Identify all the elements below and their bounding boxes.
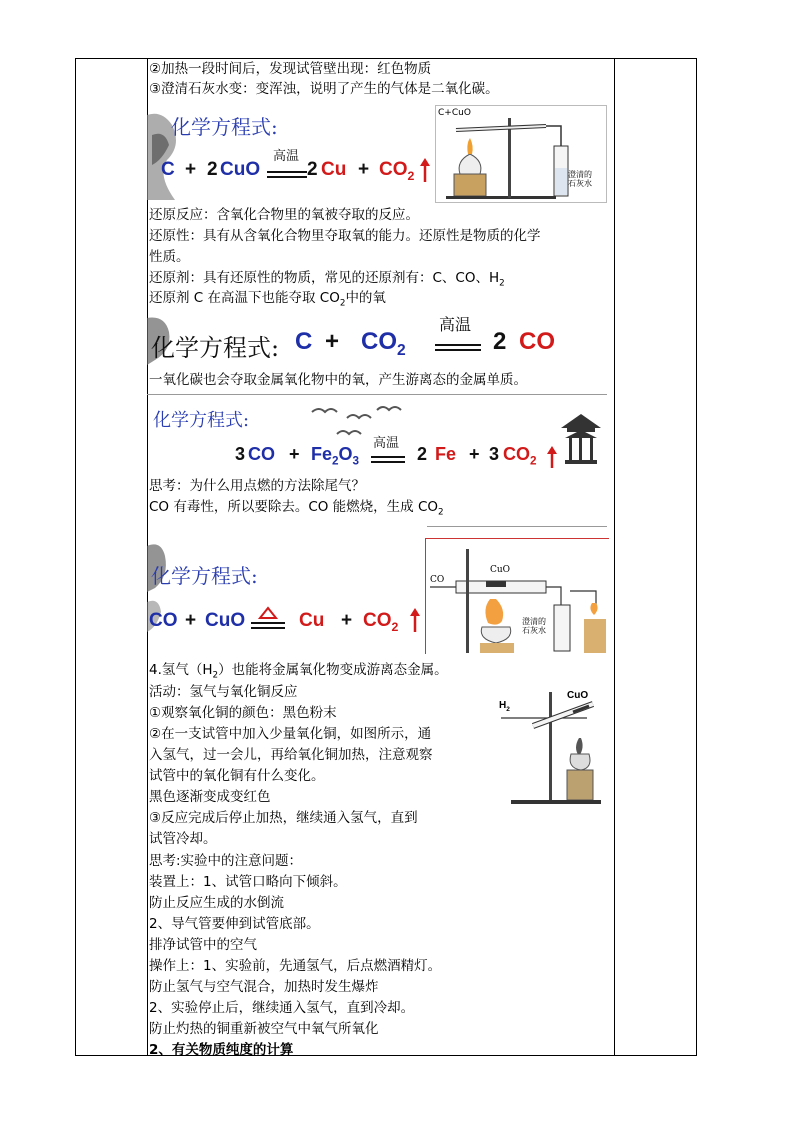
pavilion-icon [559,412,603,468]
equation-panel-4 [147,532,611,654]
text-line: 4.氢气$(H_2)$也能将金属氧化物变成游离态金属。 [149,662,448,681]
text-line: 黑色逐渐变成变红色 [149,789,271,805]
equation-panel-2 [147,310,611,368]
reaction-condition: 高温 [273,149,300,164]
equation-panel-1 [147,105,611,203]
section-heading: 2、有关物质纯度的计算 [149,1042,294,1058]
text-line: 还原反应：含氧化合物里的氧被夺取的反应。 [149,207,419,223]
formula-co2: $CO_2$ [379,159,415,183]
formula-co2: $CO_2$ [361,328,406,359]
gas-up-arrow-icon [419,158,431,182]
equals-sign [371,456,405,463]
text-line: 2、实验停止后，继续通入氢气，直到冷却。 [149,1000,415,1016]
divider [427,526,607,527]
text-line: 思考:实验中的注意问题： [149,853,303,869]
formula-co: CO [248,444,275,464]
gas-up-arrow-icon [547,446,557,468]
text-line: 还原剂：具有还原性的物质，常见的还原剂有：C、CO、$H_2$ [149,270,505,289]
text-line: 排净试管中的空气 [149,937,257,953]
text-line: 还原性：具有从含氧化合物里夺取氧的能力。还原性是物质的化学 [149,228,541,244]
equation-title: 化学方程式: [151,334,280,362]
text-line: 还原剂 C 在高温下也能夺取 $CO_2$中的氧 [149,290,386,309]
figure-label: C+CuO [438,108,471,118]
coefficient: 2 [417,444,428,464]
plus-sign: + [325,328,340,355]
birds-icon [307,398,427,448]
text-line: 思考：为什么用点燃的方法除尾气？ [149,478,365,494]
gas-up-arrow-icon [409,608,421,632]
reaction-condition: 高温 [373,436,400,451]
text-line: 防止氢气与空气混合，加热时发生爆炸 [149,979,379,995]
figure-label: $H_2$ [499,700,510,713]
formula-co: CO [149,610,178,631]
coefficient: 3 [235,444,246,464]
formula-co: CO [519,328,555,355]
text-line: 试管中的氧化铜有什么变化。 [149,768,325,784]
coefficient: 3 [489,444,500,464]
formula-cu: Cu [299,610,325,631]
text-line: 活动：氢气与氧化铜反应 [149,684,298,700]
text-line: ③澄清石灰水变：变浑浊，说明了产生的气体是二氧化碳。 [149,81,499,97]
plus-sign: + [289,444,300,464]
text-line: ②加热一段时间后，发现试管壁出现：红色物质 [149,61,432,77]
equation-title: 化学方程式: [151,564,258,588]
text-line: 操作上：1、实验前，先通氢气，后点燃酒精灯。 [149,958,442,974]
formula-fe2o3: $Fe_2O_3$ [311,444,360,468]
equals-sign [435,344,481,351]
formula-co2: $CO_2$ [363,610,399,634]
formula-cu: Cu [321,159,347,180]
figure-label: 澄清的 石灰水 [522,617,546,635]
reaction-condition: 高温 [439,315,472,334]
apparatus-figure-1 [435,105,607,203]
coefficient: 2 [207,159,218,180]
equals-sign [251,622,285,629]
text-line: 装置上：1、试管口略向下倾斜。 [149,874,347,890]
figure-label: 澄清的 石灰水 [568,170,592,188]
coefficient: 2 [307,159,318,180]
figure-label: CO [430,575,445,585]
equation-title: 化学方程式: [153,410,250,431]
equation-panel-3 [147,398,611,476]
hydrogen-apparatus-figure [497,688,607,806]
plus-sign: + [358,159,370,180]
equation-title: 化学方程式: [171,115,278,139]
hydrogen-heating-apparatus-icon [497,688,607,806]
formula-cuo: CuO [205,610,246,631]
formula-c: C [295,328,313,355]
text-line: ③反应完成后停止加热，继续通入氢气，直到 [149,810,418,826]
formula-c: C [161,159,175,180]
column-divider-right [614,59,615,1055]
text-line: 性质。 [149,249,190,265]
plus-sign: + [469,444,480,464]
text-line: 防止反应生成的水倒流 [149,895,284,911]
figure-label: CuO [490,565,511,575]
text-line: ②在一支试管中加入少量氧化铜，如图所示，通 [149,726,432,742]
text-line: 2、导气管要伸到试管底部。 [149,916,320,932]
ink-wash-background [147,532,207,654]
text-line: 试管冷却。 [149,831,217,847]
text-line: 一氧化碳也会夺取金属氧化物中的氧，产生游离态的金属单质。 [149,372,527,388]
plus-sign: + [185,610,197,631]
text-line: 防止灼热的铜重新被空气中氧气所氧化 [149,1021,379,1037]
apparatus-figure-2 [425,538,609,654]
heat-triangle-icon [255,606,281,620]
formula-cuo: CuO [220,159,261,180]
formula-co2: $CO_2$ [503,444,537,468]
figure-label: CuO [567,690,589,701]
equals-sign [267,171,307,178]
coefficient: 2 [493,328,507,355]
divider [147,394,607,395]
plus-sign: + [185,159,197,180]
formula-fe: Fe [435,444,457,464]
co-reduction-apparatus-icon [426,539,608,653]
text-line: CO 有毒性，所以要除去。CO 能燃烧，生成 $CO_2$ [149,499,444,518]
plus-sign: + [341,610,353,631]
text-line: ①观察氧化铜的颜色：黑色粉末 [149,705,337,721]
text-line: 入氢气，过一会儿，再给氧化铜加热，注意观察 [149,747,433,763]
